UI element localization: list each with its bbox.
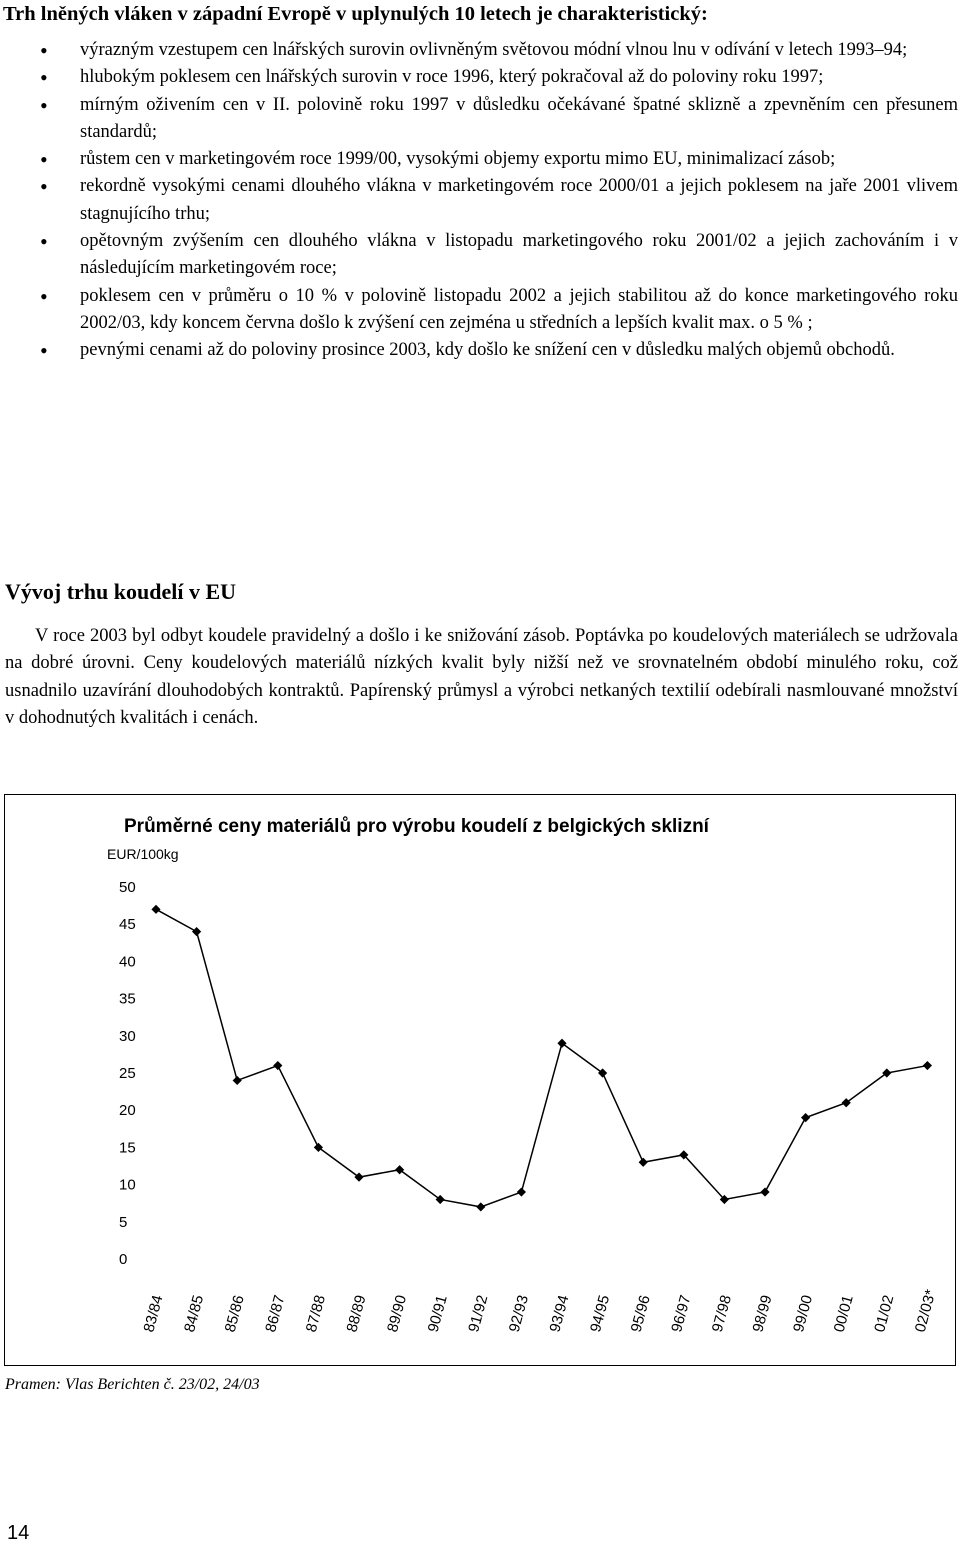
x-tick-label: 93/94 [546,1293,573,1335]
page-heading: Trh lněných vláken v západní Evropě v uplynulých 10 letech je charakteristický: [3,3,708,25]
data-point [639,1158,648,1167]
series-line [156,909,927,1207]
bullet-list [0,37,960,365]
y-axis-label: EUR/100kg [107,846,179,862]
x-tick-label: 92/93 [505,1293,532,1335]
y-tick-label: 10 [119,1176,136,1194]
price-line-chart [5,795,955,1365]
source-note: Pramen: Vlas Berichten č. 23/02, 24/03 [5,1376,260,1393]
y-tick-label: 50 [119,879,136,896]
data-point [233,1076,242,1085]
x-tick-label: 88/89 [343,1293,370,1335]
x-tick-label: 91/92 [465,1293,492,1335]
y-tick-label: 30 [119,1027,136,1045]
bullet-item: • hlubokým poklesem cen lnářských surovin v roce 1996, který pokračoval až do poloviny roku 1997; [0,64,960,91]
data-point [476,1202,485,1211]
x-axis-ticks [140,1288,939,1334]
x-tick-label: 02/03* [911,1287,940,1335]
x-tick-label: 83/84 [140,1293,167,1335]
bullet-item: • poklesem cen v průměru o 10 % v polovině listopadu 2002 a jejich stabilitou až do konce marketingového roku 2002/03, kdy koncem června došlo k zvýšení cen zejména u středních a lepších kvalit max. o 5 % ; [0,283,960,338]
x-tick-label: 85/86 [221,1293,248,1335]
x-tick-label: 87/88 [302,1293,329,1335]
y-tick-label: 15 [119,1139,136,1157]
y-axis-ticks [119,879,136,1268]
data-point [801,1113,810,1122]
y-tick-label: 45 [119,916,136,934]
chart-frame [4,794,956,1366]
bullet-item: • růstem cen v marketingovém roce 1999/00, vysokými objemy exportu mimo EU, minimalizací zásob; [0,146,960,173]
data-point [151,905,160,914]
x-tick-label: 94/95 [587,1293,614,1335]
x-tick-label: 01/02 [871,1293,898,1335]
y-tick-label: 5 [119,1213,128,1231]
bullet-item: • výrazným vzestupem cen lnářských surovin ovlivněným světovou módní vlnou lnu v odívání v letech 1993–94; [0,37,960,64]
bullet-item: • mírným oživením cen v II. polovině roku 1997 v důsledku očekávané špatné sklizně a zpevněním cen přesunem standardů; [0,92,960,147]
x-tick-label: 00/01 [830,1293,857,1335]
x-tick-label: 95/96 [627,1293,654,1335]
x-tick-label: 98/99 [749,1293,776,1335]
data-point [192,927,201,936]
bullet-item: • rekordně vysokými cenami dlouhého vlákna v marketingovém roce 2000/01 a jejich poklesem na jaře 2001 vlivem stagnujícího trhu; [0,173,960,228]
x-tick-label: 97/98 [708,1293,735,1335]
bullet-item: • pevnými cenami až do poloviny prosince 2003, kdy došlo ke snížení cen v důsledku malých objemů obchodů. [0,337,960,364]
x-tick-label: 90/91 [424,1293,451,1335]
data-points [151,905,932,1212]
x-tick-label: 99/00 [790,1293,817,1335]
x-tick-label: 89/90 [384,1293,411,1335]
x-tick-label: 84/85 [181,1293,208,1335]
x-tick-label: 86/87 [262,1293,289,1335]
data-point [273,1061,282,1070]
data-point [517,1187,526,1196]
y-tick-label: 20 [119,1102,136,1120]
y-tick-label: 25 [119,1065,136,1082]
y-tick-label: 40 [119,953,136,971]
chart-title: Průměrné ceny materiálů pro výrobu koudelí z belgických sklizní [124,816,709,837]
data-point [923,1061,932,1070]
bullet-item: • opětovným zvýšením cen dlouhého vlákna v listopadu marketingového roku 2001/02 a jejich zachováním i v následujícím marketingovém roce; [0,228,960,283]
y-tick-label: 35 [119,990,136,1008]
data-point [760,1187,769,1196]
section-heading: Vývoj trhu koudelí v EU [5,579,237,604]
y-tick-label: 0 [119,1251,128,1268]
section-paragraph: V roce 2003 byl odbyt koudele pravidelný a došlo i ke snižování zásob. Poptávka po koudelových materiálech se udržovala na dobré úrovni. Ceny koudelových materiálů nízkých kvalit byly nižší než ve srovnatelném období minulého roku, což usnadnilo uzavírání dlouhodobých kontraktů. Papírenský průmysl a výrobci netkaných textilií odebírali nasmlouvané množství v dohodnutých kvalitách i cenách. [5,626,958,728]
page-number: 14 [7,1522,30,1544]
x-tick-label: 96/97 [668,1293,695,1335]
